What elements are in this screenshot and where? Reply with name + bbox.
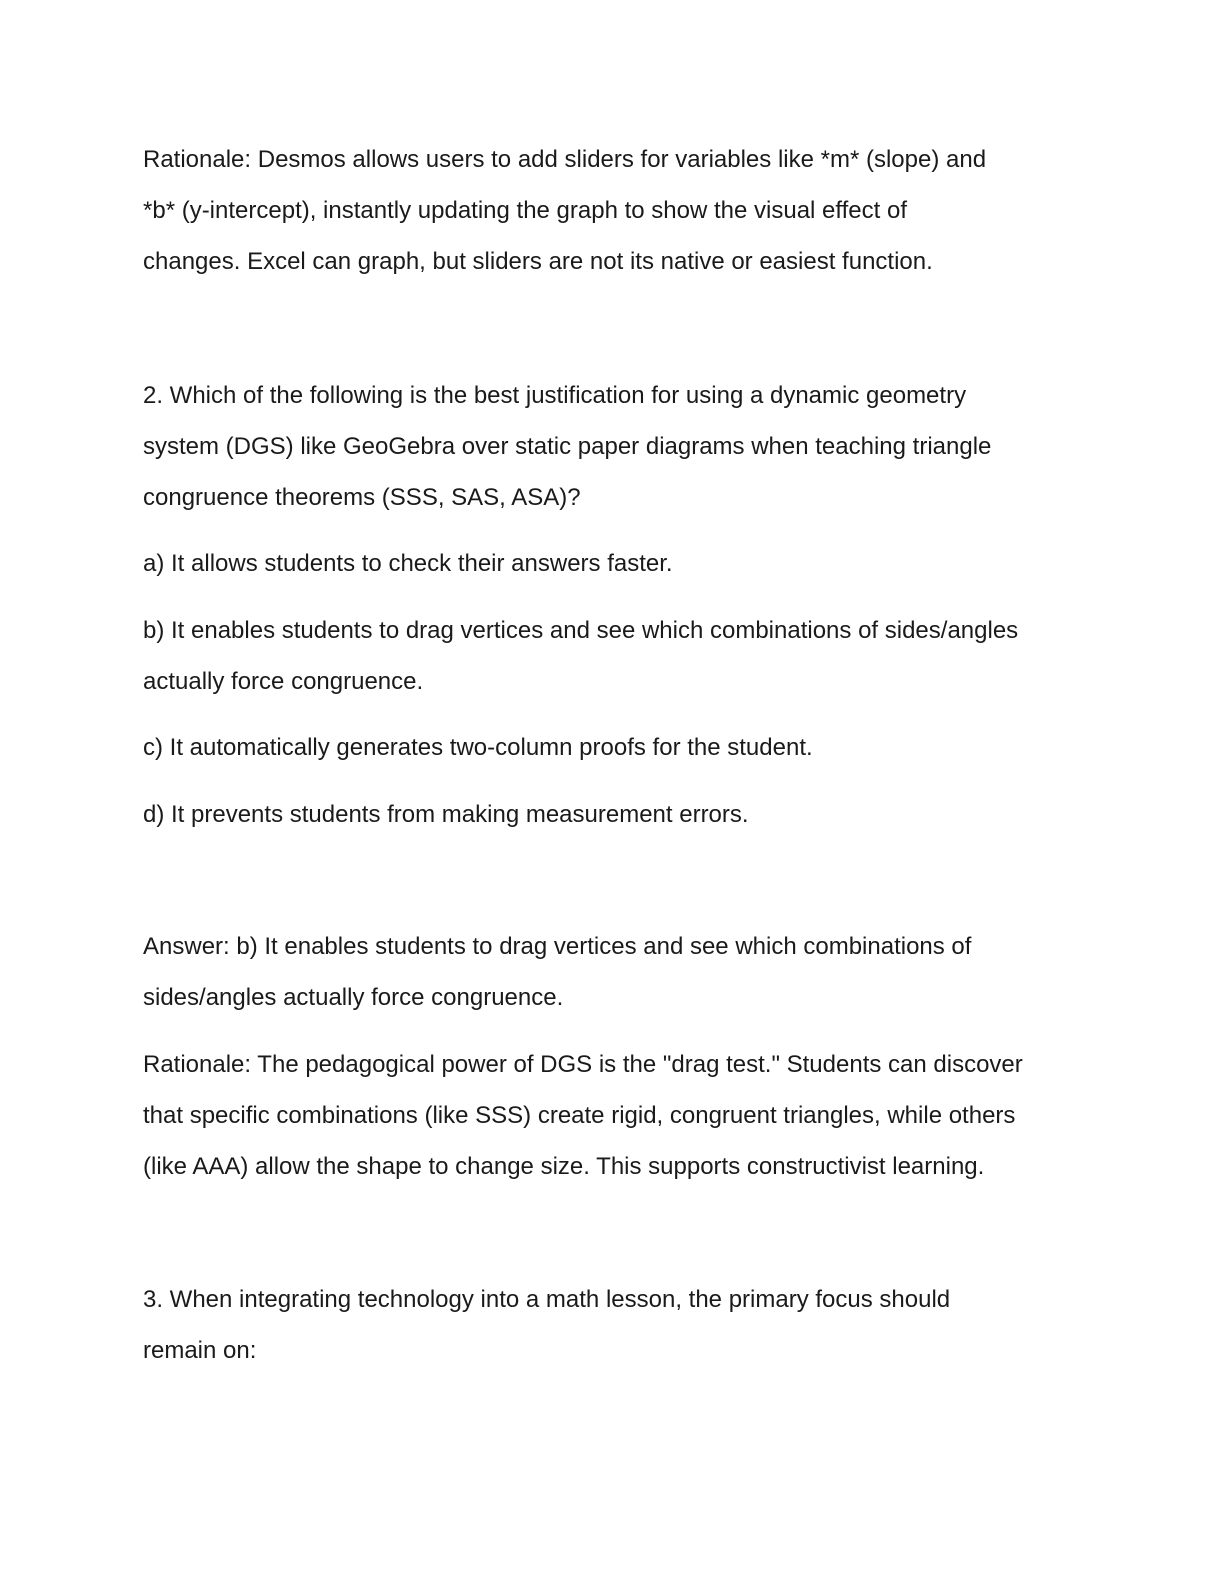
text-line: Rationale: The pedagogical power of DGS is the "drag test." Students can discover xyxy=(143,1051,1023,1078)
text-line: actually force congruence. xyxy=(143,668,424,695)
text-line: Rationale: Desmos allows users to add sliders for variables like *m* (slope) and xyxy=(143,146,987,173)
text-line: b) It enables students to drag vertices and see which combinations of sides/angles xyxy=(143,617,1019,644)
text-line: changes. Excel can graph, but sliders are not its native or easiest function. xyxy=(143,248,933,275)
question-2-rationale xyxy=(143,1039,1088,1192)
question-2-option-c xyxy=(143,722,1088,773)
text-line: remain on: xyxy=(143,1337,257,1364)
text-line: c) It automatically generates two-column proofs for the student. xyxy=(143,734,813,761)
text-line: sides/angles actually force congruence. xyxy=(143,984,564,1011)
question-2-option-b xyxy=(143,605,1088,707)
question-2-stem xyxy=(143,370,1088,523)
text-line: 3. When integrating technology into a math lesson, the primary focus should xyxy=(143,1286,951,1313)
text-line: congruence theorems (SSS, SAS, ASA)? xyxy=(143,484,581,511)
text-line: Answer: b) It enables students to drag vertices and see which combinations of xyxy=(143,933,972,960)
question-2-answer xyxy=(143,921,1088,1023)
question-3-stem xyxy=(143,1274,1088,1376)
text-line: *b* (y-intercept), instantly updating the graph to show the visual effect of xyxy=(143,197,907,224)
text-line: d) It prevents students from making measurement errors. xyxy=(143,801,749,828)
text-line: that specific combinations (like SSS) create rigid, congruent triangles, while others xyxy=(143,1102,1016,1129)
rationale-1-paragraph xyxy=(143,134,1088,287)
text-line: a) It allows students to check their answers faster. xyxy=(143,550,673,577)
text-line: system (DGS) like GeoGebra over static paper diagrams when teaching triangle xyxy=(143,433,992,460)
question-2-option-d xyxy=(143,789,1088,840)
text-line: (like AAA) allow the shape to change size. This supports constructivist learning. xyxy=(143,1153,985,1180)
question-2-option-a xyxy=(143,538,1088,589)
text-line: 2. Which of the following is the best justification for using a dynamic geometry xyxy=(143,382,967,409)
